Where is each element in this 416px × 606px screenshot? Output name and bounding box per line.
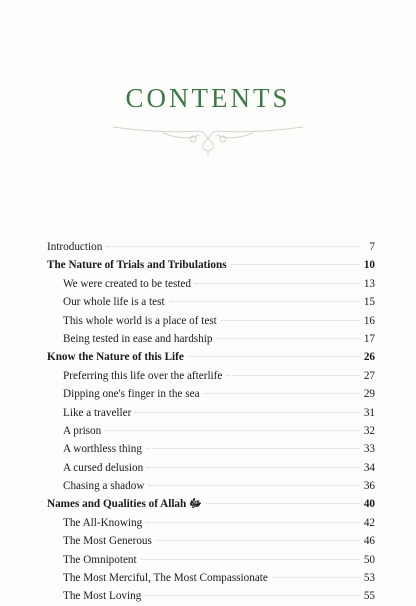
page-title: CONTENTS [125,83,291,113]
table-of-contents [47,238,375,606]
toc-leader-dots [206,502,359,504]
toc-entry-label: The Most Loving [63,590,142,603]
toc-entry-page: 40 [363,498,375,511]
toc-leader-dots [195,282,359,284]
toc-entry [47,256,375,274]
toc-entry-label: The Most Generous [63,535,152,548]
toc-leader-dots [106,245,359,247]
toc-leader-dots [147,466,359,468]
toc-entry-page: 50 [363,553,375,566]
toc-entry-page: 29 [363,388,375,401]
toc-entry-label: This whole world is a place of test [63,314,217,327]
toc-entry [47,330,375,348]
toc-entry-page: 33 [363,443,375,456]
toc-leader-dots [188,355,359,357]
toc-entry [47,348,375,366]
toc-entry [47,587,375,605]
toc-entry [47,495,375,513]
toc-entry-page: 55 [363,590,375,603]
toc-entry-page: 15 [363,296,375,309]
toc-entry-label: We were created to be tested [63,277,191,290]
toc-leader-dots [135,411,359,413]
toc-leader-dots [146,521,359,523]
toc-entry [47,385,375,403]
toc-entry [47,367,375,385]
toc-leader-dots [204,392,359,394]
toc-entry-page: 36 [363,480,375,493]
toc-leader-dots [105,429,359,431]
toc-entry-page: 32 [363,424,375,437]
flourish-ornament-icon [103,117,313,157]
toc-leader-dots [216,337,359,339]
toc-leader-dots [169,300,359,302]
toc-entry-page: 26 [363,351,375,364]
toc-entry [47,238,375,256]
toc-entry-label: Preferring this life over the afterlife [63,369,223,382]
toc-entry [47,477,375,495]
toc-entry-label: Names and Qualities of Allah ﷻ [47,498,202,511]
toc-entry-label: Being tested in ease and hardship [63,332,213,345]
toc-entry-page: 16 [363,314,375,327]
toc-entry-label: Know the Nature of this Life [47,351,184,364]
toc-entry-label: The Most Merciful, The Most Compassionate [63,572,268,585]
toc-entry-label: Introduction [47,241,103,253]
toc-leader-dots [146,447,359,449]
toc-leader-dots [156,539,359,541]
toc-leader-dots [221,319,359,321]
toc-entry-page: 46 [363,535,375,548]
toc-entry-label: Our whole life is a test [63,296,165,309]
toc-entry-page: 31 [363,406,375,419]
toc-entry [47,532,375,550]
toc-leader-dots [141,558,359,560]
toc-entry [47,551,375,569]
toc-entry-label: The All-Knowing [63,516,143,529]
toc-entry [47,440,375,458]
toc-entry-page: 17 [363,332,375,345]
toc-entry-label: Dipping one's finger in the sea [63,388,200,401]
toc-entry-label: Like a traveller [63,406,132,419]
toc-entry-label: A cursed delusion [63,461,144,474]
toc-entry-label: A worthless thing [63,443,142,456]
toc-entry-label: Chasing a shadow [63,480,145,493]
toc-entry [47,569,375,587]
toc-leader-dots [272,576,359,578]
toc-entry-page: 53 [363,572,375,585]
toc-entry [47,293,375,311]
toc-entry-page: 42 [363,516,375,529]
toc-leader-dots [148,484,359,486]
toc-entry [47,312,375,330]
toc-entry-page: 34 [363,461,375,474]
toc-leader-dots [231,263,359,265]
toc-entry-label: A prison [63,424,102,437]
toc-entry-page: 10 [363,259,375,272]
toc-entry [47,404,375,422]
toc-entry-page: 13 [363,277,375,290]
toc-entry-label: The Omnipotent [63,553,137,566]
toc-entry [47,459,375,477]
toc-leader-dots [145,594,359,596]
toc-entry-page: 27 [363,369,375,382]
toc-entry [47,275,375,293]
toc-entry-page: 7 [369,241,375,253]
toc-entry [47,514,375,532]
toc-leader-dots [226,374,359,376]
toc-entry [47,422,375,440]
toc-entry-label: The Nature of Trials and Tribulations [47,259,227,272]
